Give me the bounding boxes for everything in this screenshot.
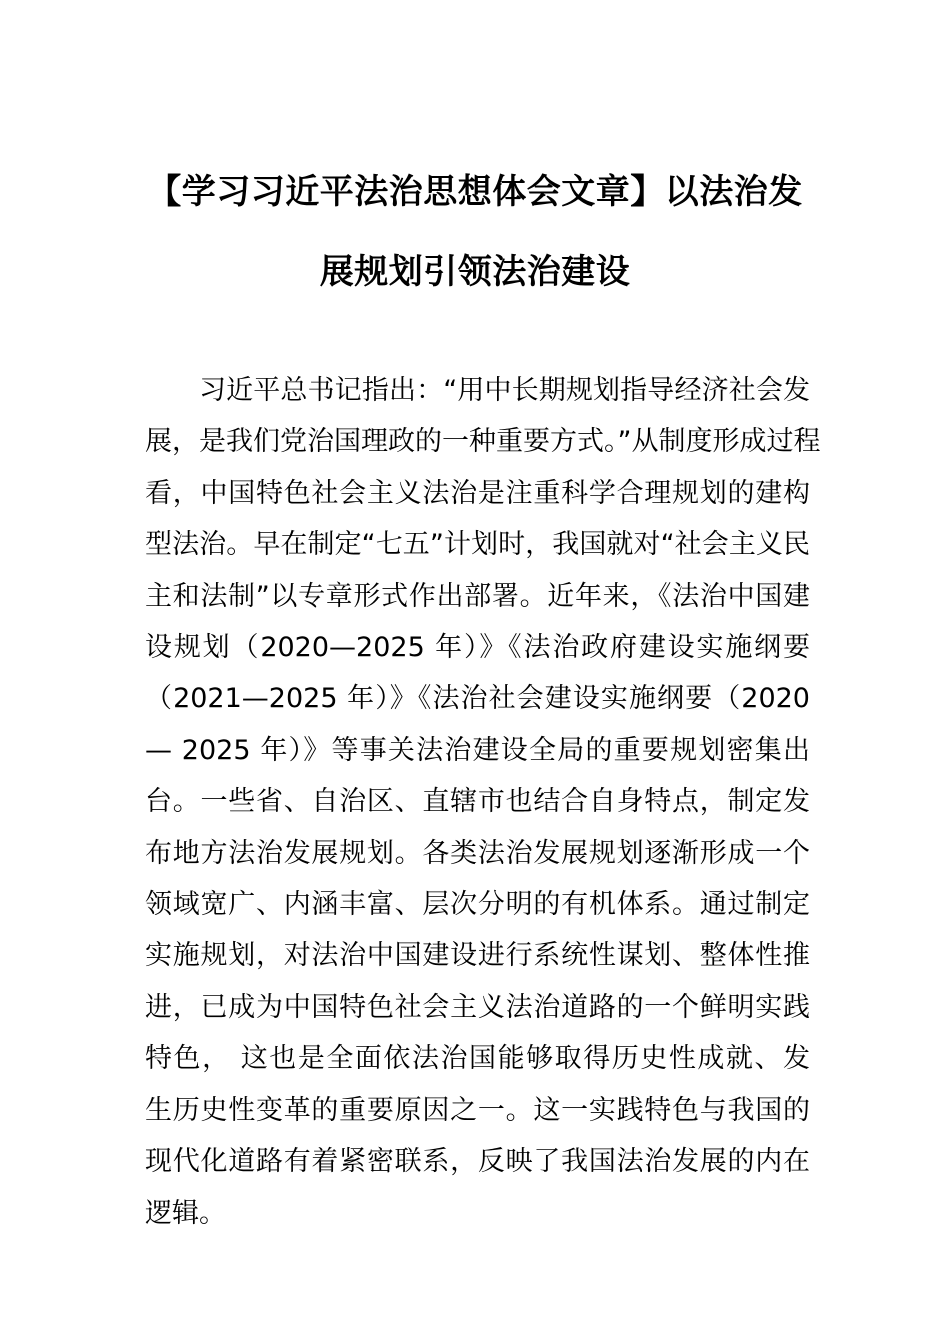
paragraph-line: 看，中国特色社会主义法治是注重科学合理规划的建构 (145, 477, 810, 509)
paragraph-line: 现代化道路有着紧密联系，反映了我国法治发展的内在 (145, 1146, 810, 1178)
paragraph-line: 实施规划，对法治中国建设进行系统性谋划、整体性推 (145, 940, 810, 972)
paragraph-line: 展，是我们党治国理政的一种重要方式。”从制度形成过程 (145, 426, 821, 458)
paragraph-line: 台。一些省、自治区、直辖市也结合自身特点，制定发 (145, 786, 810, 818)
paragraph-line: 布地方法治发展规划。各类法治发展规划逐渐形成一个 (145, 837, 810, 869)
paragraph-line: 型法治。早在制定“七五”计划时，我国就对“社会主义民 (145, 529, 810, 561)
paragraph-line: 设规划（2020—2025 年）》《法治政府建设实施纲要 (145, 632, 810, 664)
paragraph-line: 逻辑。 (145, 1197, 226, 1229)
paragraph-line: （2021—2025 年）》《法治社会建设实施纲要（2020 (145, 683, 810, 715)
paragraph-line: — 2025 年）》等事关法治建设全局的重要规划密集出 (145, 734, 810, 766)
paragraph-line: 生历史性变革的重要原因之一。这一实践特色与我国的 (145, 1094, 810, 1126)
paragraph-line: 特色， 这也是全面依法治国能够取得历史性成就、发 (145, 1043, 810, 1075)
paragraph-line: 领域宽广、内涵丰富、层次分明的有机体系。通过制定 (145, 889, 810, 921)
title-line: 展规划引领法治建设 (319, 252, 631, 292)
title-line: 【学习习近平法治思想体会文章】以法治发 (147, 172, 803, 212)
paragraph-line: 习近平总书记指出：“用中长期规划指导经济社会发 (199, 375, 810, 406)
body-paragraph (145, 365, 821, 1239)
paragraph-line: 进，已成为中国特色社会主义法治道路的一个鲜明实践 (145, 991, 810, 1023)
document-title (100, 152, 850, 312)
paragraph-line: 主和法制”以专章形式作出部署。近年来，《法治中国建 (145, 580, 810, 612)
